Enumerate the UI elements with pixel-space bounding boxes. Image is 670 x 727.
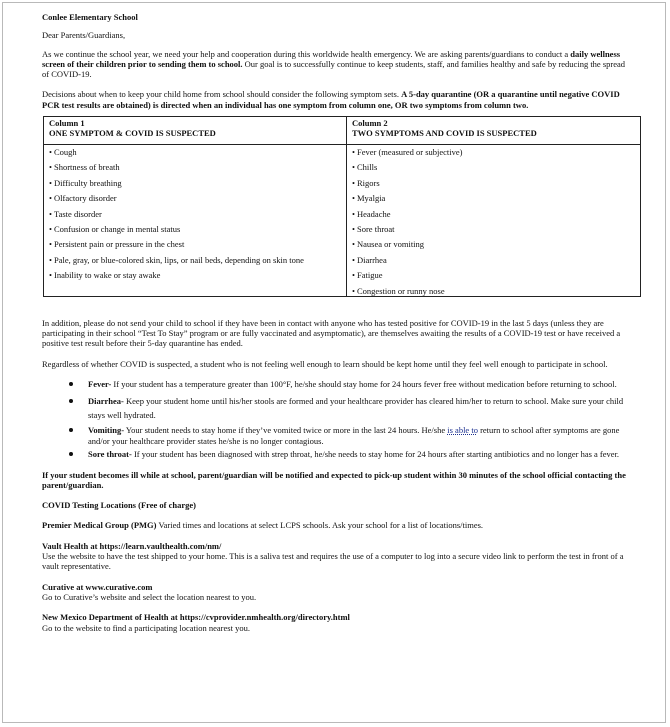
symptom-text: Diarrhea [357,254,387,265]
symptom-item [352,224,636,234]
bullet-icon: • [49,193,52,204]
symptom-item [49,162,342,172]
symptom-text: Myalgia [357,193,386,204]
bullet-icon: • [352,224,355,235]
symptom-item [352,286,636,296]
bullet-icon: • [49,162,52,173]
bullet-icon [69,452,73,456]
location-curative-name: Curative at www.curative.com [42,581,153,592]
symptom-item [352,239,636,249]
greeting: Dear Parents/Guardians, [42,30,126,41]
symptom-text: Rigors [357,177,380,188]
symptom-text: Olfactory disorder [54,193,117,204]
bullet-icon: • [352,208,355,219]
symptom-text: Shortness of breath [54,162,120,173]
bullet-icon: • [352,285,355,296]
testing-heading: COVID Testing Locations (Free of charge) [42,500,197,511]
document-page [2,2,666,723]
symptom-text: Headache [357,208,391,219]
condition-item: Vomiting- Your student needs to stay home if they’ve vomited twice or more in the last 24 hours. He/she is able to return to school after symptoms are gone and/or your healthcare provider states he/she is no longer contagious. [42,425,634,447]
symptom-text: Persistent pain or pressure in the chest [54,239,185,250]
symptom-text: Pale, gray, or blue-colored skin, lips, or nail beds, depending on skin tone [54,254,304,265]
symptom-item [49,178,342,188]
intro-paragraph: As we continue the school year, we need your help and cooperation during this worldwide health emergency. We are asking parents/guardians to conduct a daily wellness screen of their children prior to sending them to school. Our goal is to successfully continue to keep students, staff, and families healthy and safe by reducing the spread of COVID-19. [42,48,626,80]
condition-item: Diarrhea- Keep your student home until his/her stools are formed and your healthcare provider has cleared him/her to return to school. Make sure your child stays well hydrated. [42,394,634,423]
symptom-text: Taste disorder [54,208,102,219]
symptom-item [352,209,636,219]
symptom-item [352,178,636,188]
symptom-item [352,193,636,203]
column-2-header: Column 2 TWO SYMPTOMS AND COVID IS SUSPECTED [347,117,641,145]
condition-item: Fever- If your student has a temperature greater than 100°F, he/she should stay home for 24 hours fever free without medication before returning to school. [42,377,634,392]
bullet-icon: • [352,177,355,188]
symptom-text: Fatigue [357,270,383,281]
location-nmdoh-desc: Go to the website to find a participating location nearest you. [42,622,250,633]
school-name: Conlee Elementary School [42,12,138,22]
symptom-item [352,162,636,172]
symptom-text: Chills [357,162,378,173]
bullet-icon: • [49,239,52,250]
bullet-icon: • [352,162,355,173]
bullet-icon: • [352,270,355,281]
symptom-item [49,239,342,249]
column-1-header: Column 1 ONE SYMPTOM & COVID IS SUSPECTED [44,117,347,145]
spellcheck-phrase: is able to [447,424,478,435]
bullet-icon: • [49,270,52,281]
decisions-paragraph: Decisions about when to keep your child home from school should consider the following symptom sets. A 5-day quarantine (OR a quarantine until negative COVID PCR test results are obtained) is directed when an individual has one symptom from column one, OR two symptoms from column two. [42,89,620,110]
symptom-text: Confusion or change in mental status [54,224,181,235]
symptom-item [49,224,342,234]
location-pmg: Premier Medical Group (PMG) Varied times and locations at select LCPS schools. Ask your school for a list of locations/times. [42,520,484,531]
bullet-icon [69,428,73,432]
condition-item: Sore throat- If your student has been diagnosed with strep throat, he/she needs to stay home for 24 hours after starting antibiotics and no longer has a fever. [42,449,634,460]
symptom-item [49,193,342,203]
symptom-item [49,147,342,157]
location-vault-desc: Use the website to have the test shipped to your home. This is a saliva test and requires the use of a computer to log into a secure video link to perform the test in front of a vault representative. [42,551,624,572]
symptom-text: Congestion or runny nose [357,285,445,296]
contact-paragraph: In addition, please do not send your child to school if they have been in contact with anyone who has tested positive for COVID-19 in the last 5 days (unless they are participating in their school “Test To Stay” program or are fully vaccinated and asymptomatic), are themselves awaiting the results of a COVID-19 test or have received a positive test result before their 5-day quarantine has ended. [42,317,621,349]
symptom-text: Cough [54,147,77,158]
bullet-icon [69,382,73,386]
condition-list [42,377,634,460]
bullet-icon: • [49,147,52,158]
symptom-text: Inability to wake or stay awake [54,270,161,281]
bullet-icon: • [352,239,355,250]
symptom-item [352,147,636,157]
bullet-icon: • [49,224,52,235]
symptom-text: Sore throat [357,224,395,235]
location-curative-desc: Go to Curative’s website and select the location nearest to you. [42,591,257,602]
regardless-paragraph: Regardless of whether COVID is suspected, a student who is not feeling well enough to learn should be kept home until they feel well enough to participate in school. [42,358,608,369]
ill-at-school-notice: If your student becomes ill while at school, parent/guardian will be notified and expected to pick-up student within 30 minutes of the school official contacting the parent/guardian. [42,469,626,490]
bullet-icon: • [352,193,355,204]
symptom-text: Nausea or vomiting [357,239,425,250]
bullet-icon: • [49,254,52,265]
bullet-icon [69,399,73,403]
location-nmdoh-name: New Mexico Department of Health at https://cvprovider.nmhealth.org/directory.html [42,612,350,623]
symptom-item [49,255,342,265]
location-vault-name: Vault Health at https://learn.vaulthealth.com/nm/ [42,540,222,551]
bullet-icon: • [49,208,52,219]
bullet-icon: • [352,254,355,265]
symptom-item [49,270,342,280]
symptom-text: Fever (measured or subjective) [357,147,463,158]
bullet-icon: • [352,147,355,158]
symptom-item [49,209,342,219]
symptom-text: Difficulty breathing [54,177,122,188]
symptom-item [352,270,636,280]
column-2-symptoms [347,145,641,297]
symptom-item [352,255,636,265]
letter-body [42,12,634,633]
symptom-table [43,116,641,297]
column-1-symptoms [44,145,347,297]
bullet-icon: • [49,177,52,188]
